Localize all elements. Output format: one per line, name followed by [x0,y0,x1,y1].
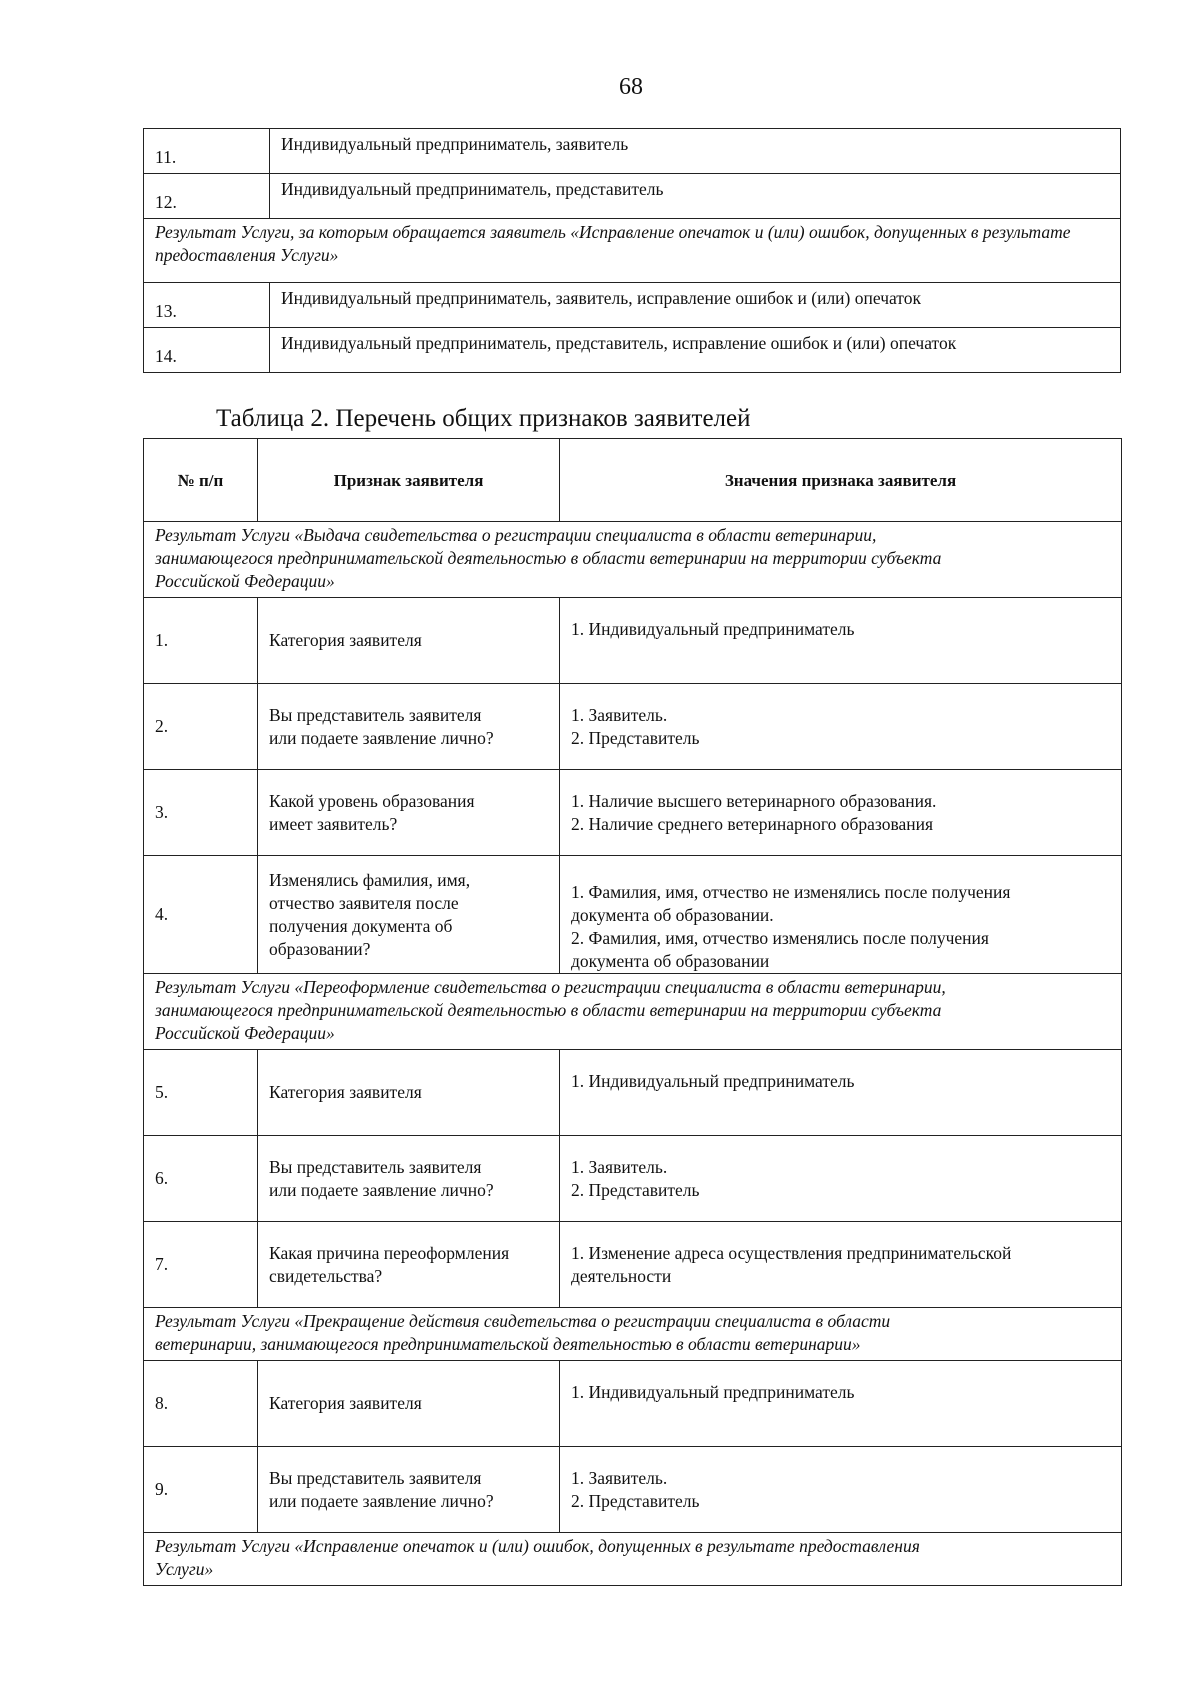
result-section-text: Результат Услуги, за которым обращается заявитель «Исправление опечаток и (или) ошибок, допущенных в результате предоставления Услуги» [144,219,1121,283]
attribute-cell: Категория заявителя [258,598,560,684]
row-text: Индивидуальный предприниматель, представитель, исправление ошибок и (или) опечаток [270,328,1121,373]
row-number: 11. [144,129,270,174]
table-row [144,770,1122,856]
table-row [144,1447,1122,1533]
row-number: 6. [144,1136,258,1222]
values-cell: 1. Заявитель. 2. Представитель [560,1447,1122,1533]
row-number: 2. [144,684,258,770]
row-number: 12. [144,174,270,219]
row-number: 14. [144,328,270,373]
row-number: 7. [144,1222,258,1308]
result-section-row [144,219,1121,283]
values-cell: 1. Наличие высшего ветеринарного образования. 2. Наличие среднего ветеринарного образования [560,770,1122,856]
row-text: Индивидуальный предприниматель, заявитель [270,129,1121,174]
values-cell: 1. Индивидуальный предприниматель [560,1361,1122,1447]
table-row [144,1361,1122,1447]
result-section-text: Результат Услуги «Прекращение действия свидетельства о регистрации специалиста в области ветеринарии, занимающегося предпринимательской деятельностью в области ветеринарии» [144,1308,1122,1361]
table-row [144,1050,1122,1136]
table-row [144,856,1122,974]
table-row [144,684,1122,770]
table-header-row [144,439,1122,522]
values-cell: 1. Изменение адреса осуществления предпринимательской деятельности [560,1222,1122,1308]
attribute-cell: Вы представитель заявителя или подаете заявление лично? [258,1447,560,1533]
table-row [144,1222,1122,1308]
attribute-cell: Вы представитель заявителя или подаете заявление лично? [258,684,560,770]
table-title: Таблица 2. Перечень общих признаков заявителей [216,405,751,432]
row-number: 4. [144,856,258,974]
table-row [144,328,1121,373]
attribute-cell: Категория заявителя [258,1050,560,1136]
result-section-row [144,1533,1122,1586]
row-text: Индивидуальный предприниматель, заявитель, исправление ошибок и (или) опечаток [270,283,1121,328]
row-number: 8. [144,1361,258,1447]
header-values: Значения признака заявителя [560,439,1122,522]
row-number: 9. [144,1447,258,1533]
table-row [144,598,1122,684]
table-row [144,129,1121,174]
attribute-cell: Категория заявителя [258,1361,560,1447]
attribute-cell: Изменялись фамилия, имя, отчество заявителя после получения документа об образовании? [258,856,560,974]
attribute-cell: Вы представитель заявителя или подаете заявление лично? [258,1136,560,1222]
row-number: 13. [144,283,270,328]
row-number: 1. [144,598,258,684]
header-number: № п/п [144,439,258,522]
table-row [144,1136,1122,1222]
values-cell: 1. Индивидуальный предприниматель [560,1050,1122,1136]
values-cell: 1. Фамилия, имя, отчество не изменялись после получения документа об образовании. 2. Фамилия, имя, отчество изменялись после получения документа об образовании [560,856,1122,974]
result-section-text: Результат Услуги «Исправление опечаток и (или) ошибок, допущенных в результате предоставления Услуги» [144,1533,1122,1586]
result-section-row [144,1308,1122,1361]
page-number: 68 [619,74,643,100]
attribute-cell: Какая причина переоформления свидетельства? [258,1222,560,1308]
values-cell: 1. Индивидуальный предприниматель [560,598,1122,684]
table-row [144,174,1121,219]
result-section-text: Результат Услуги «Переоформление свидетельства о регистрации специалиста в области ветеринарии, занимающегося предпринимательской деятельностью в области ветеринарии на территории субъекта Российской Федерации» [144,974,1122,1050]
row-number: 5. [144,1050,258,1136]
attribute-cell: Какой уровень образования имеет заявитель? [258,770,560,856]
result-section-row [144,974,1122,1050]
table-row [144,283,1121,328]
values-cell: 1. Заявитель. 2. Представитель [560,684,1122,770]
row-text: Индивидуальный предприниматель, представитель [270,174,1121,219]
header-attribute: Признак заявителя [258,439,560,522]
result-section-row [144,522,1122,598]
applicant-attributes-table [143,438,1122,1586]
row-number: 3. [144,770,258,856]
result-section-text: Результат Услуги «Выдача свидетельства о регистрации специалиста в области ветеринарии, занимающегося предпринимательской деятельностью в области ветеринарии на территории субъекта Российской Федерации» [144,522,1122,598]
values-cell: 1. Заявитель. 2. Представитель [560,1136,1122,1222]
applicant-variants-table-continuation [143,128,1121,373]
